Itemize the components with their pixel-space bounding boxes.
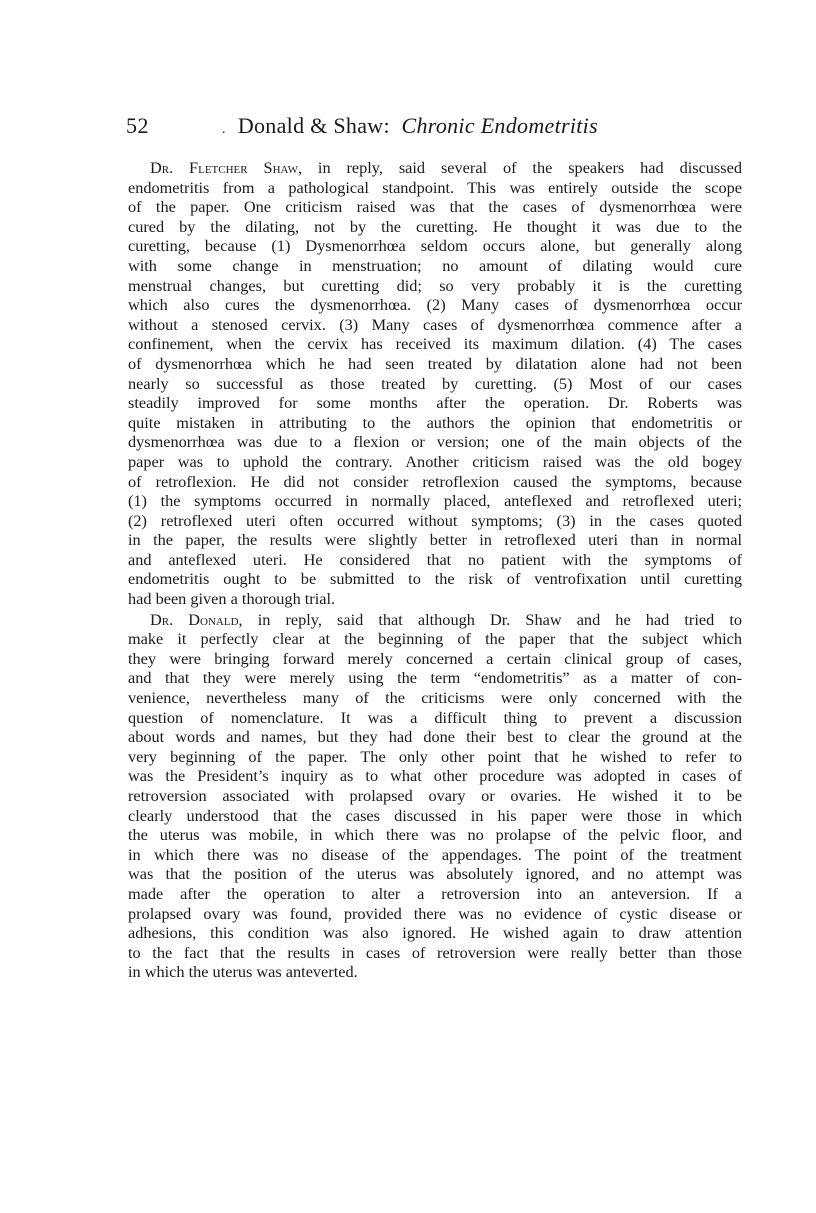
text-line: (1) the symptoms occurred in normally placed, anteflexed and retroflexed uteri; [128,491,742,511]
text-line: endometritis from a pathological standpoint. This was entirely outside the scope [128,177,742,197]
text-line: without a stenosed cervix. (3) Many cases of dysmenorrhœa commence after a [128,314,742,334]
text-line: with some change in menstruation; no amount of dilating would cure [128,255,742,275]
text-line: was that the position of the uterus was absolutely ignored, and no attempt was [128,864,742,884]
line-text: , in reply, said that although Dr. Shaw and he had tried to [238,609,742,629]
text-line: retroversion associated with prolapsed ovary or ovaries. He wished it to be [128,786,742,805]
text-line: (2) retroflexed uteri often occurred without symptoms; (3) in the cases quoted [128,510,742,530]
head-separator: . [222,122,226,137]
text-line: dysmenorrhœa was due to a flexion or version; one of the main objects of the [128,432,742,452]
text-line: in the paper, the results were slightly better in retroflexed uteri than in normal [128,530,742,550]
text-line: the uterus was mobile, in which there was no prolapse of the pelvic floor, and [128,825,742,845]
text-line: they were bringing forward merely concerned a certain clinical group of cases, [128,648,742,668]
text-line: cured by the dilating, not by the curetting. He thought it was due to the [128,216,742,236]
page-number: 52 [126,113,149,138]
text-line: question of nomenclature. It was a difficult thing to prevent a discussion [128,707,742,727]
text-line: nearly so successful as those treated by curetting. (5) Most of our cases [128,373,742,393]
text-line: prolapsed ovary was found, provided there was no evidence of cystic disease or [128,903,742,923]
text-line: clearly understood that the cases discussed in his paper were those in which [128,805,742,825]
text-line [128,158,742,178]
text-line: paper was to uphold the contrary. Another criticism raised was the old bogey [128,451,742,471]
text-line: quite mistaken in attributing to the authors the opinion that endometritis or [128,412,742,432]
text-line: in which the uterus was anteverted. [128,962,358,982]
text-line: made after the operation to alter a retroversion into an anteversion. If a [128,883,742,903]
head-authors: Donald & Shaw: [237,113,390,138]
head-paper-title: Chronic Endometritis [401,113,598,138]
text-line: of the paper. One criticism raised was that the cases of dysmenorrhœa were [128,197,742,217]
discussion-text [128,158,742,982]
text-line: menstrual changes, but curetting did; so very probably it is the curetting [128,275,742,295]
text-line: of dysmenorrhœa which he had seen treated by dilatation alone had not been [128,353,742,373]
text-line: of retroflexion. He did not consider retroflexion caused the symptoms, because [128,471,742,491]
text-line: and anteflexed uteri. He considered that no patient with the symptoms of [128,549,742,569]
speaker-name: Dr. Donald [150,609,239,629]
text-line: adhesions, this condition was also ignored. He wished again to draw attention [128,923,742,943]
text-line: had been given a thorough trial. [128,589,336,609]
text-line [128,610,742,630]
paragraph-donald-reply [128,610,742,982]
text-line: which also cures the dysmenorrhœa. (2) Many cases of dysmenorrhœa occur [128,295,742,315]
line-text: , in reply, said several of the speakers had discussed [297,158,742,177]
text-line: in which there was no disease of the appendages. The point of the treatment [128,844,742,864]
text-line: to the fact that the results in cases of retroversion were really better than those [128,942,742,962]
text-line: make it perfectly clear at the beginning of the paper that the subject which [128,629,742,649]
text-line: confinement, when the cervix has received its maximum dilation. (4) The cases [128,334,742,354]
text-line: about words and names, but they had done their best to clear the ground at the [128,727,742,747]
text-line: was the President’s inquiry as to what other procedure was adopted in cases of [128,766,742,786]
text-line: curetting, because (1) Dysmenorrhœa seldom occurs alone, but generally along [128,236,742,256]
speaker-name: Dr. Fletcher Shaw [150,158,298,177]
text-line: very beginning of the paper. The only other point that he wished to refer to [128,746,742,766]
text-line: venience, nevertheless many of the criticisms were only concerned with the [128,688,742,708]
text-line: endometritis ought to be submitted to the risk of ventrofixation until curetting [128,569,742,589]
running-head [126,113,741,145]
paragraph-shaw-reply [128,158,742,609]
text-line: and that they were merely using the term “endometritis” as a matter of con- [128,668,742,688]
running-title [222,113,598,139]
text-line: steadily improved for some months after the operation. Dr. Roberts was [128,393,742,413]
